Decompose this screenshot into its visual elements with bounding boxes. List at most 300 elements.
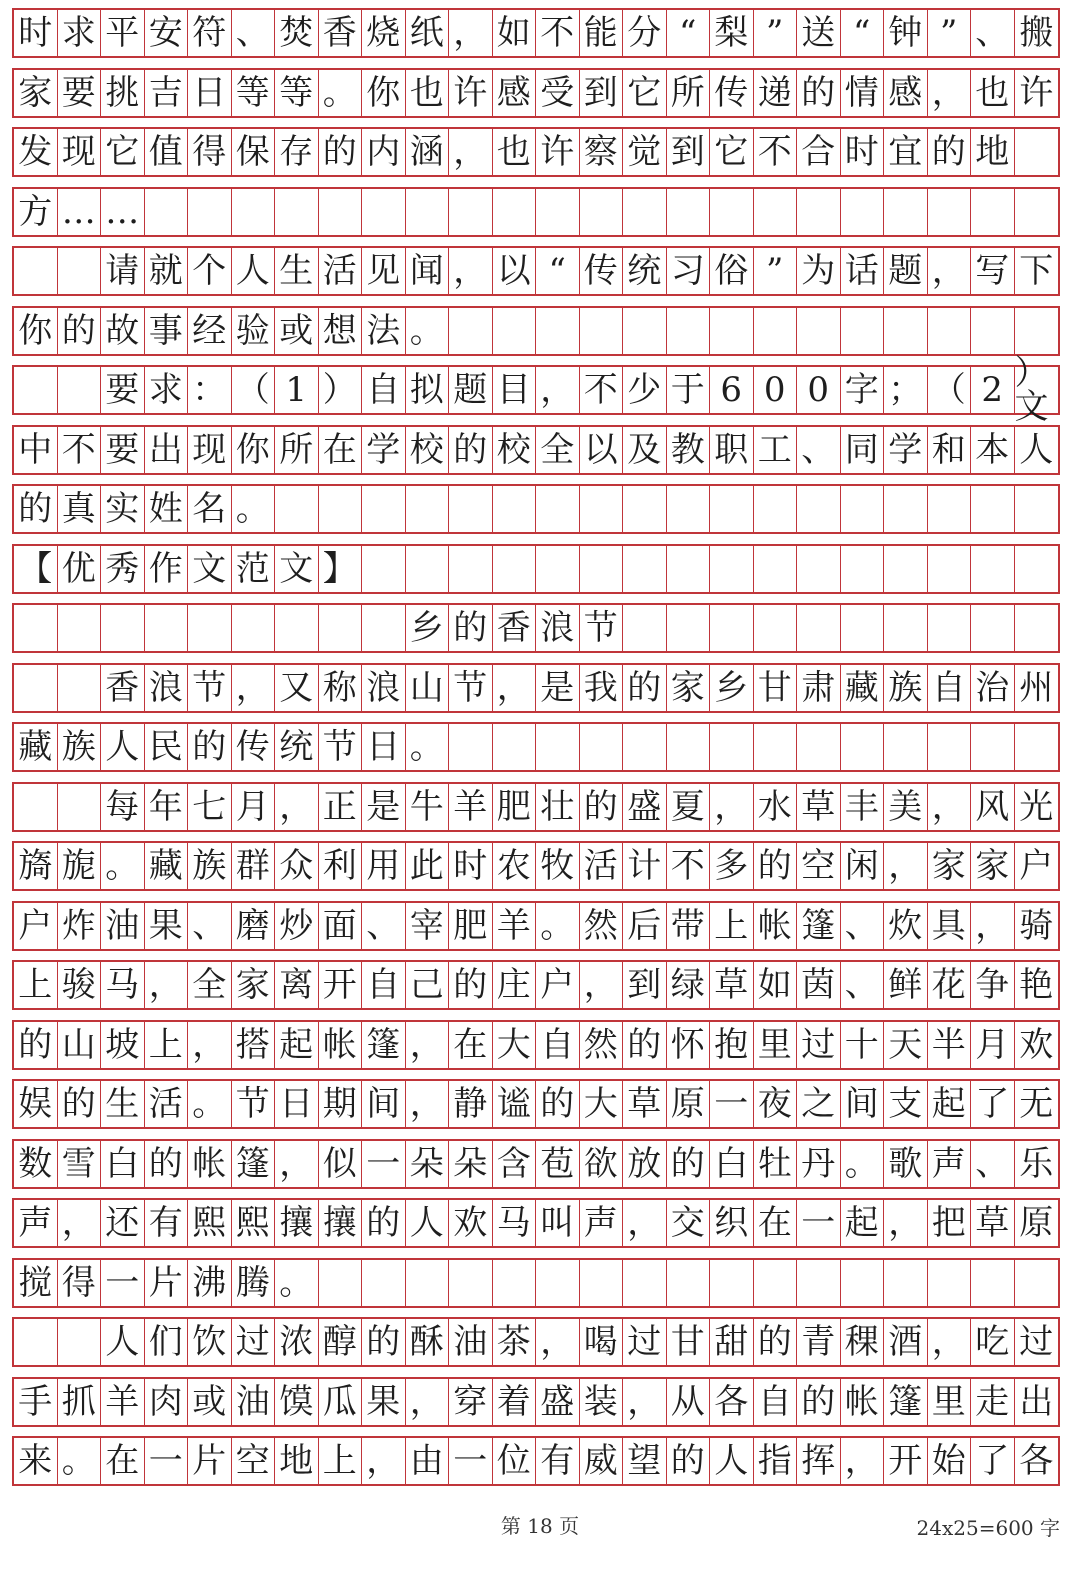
grid-cell: 于 (667, 367, 711, 413)
grid-cell (710, 308, 754, 354)
grid-cell: 一 (362, 1141, 406, 1187)
grid-cell: 上 (710, 903, 754, 949)
grid-cell: ， (623, 1379, 667, 1425)
grid-row (12, 782, 1060, 832)
grid-cell: 沸 (188, 1260, 232, 1306)
grid-cell: 数 (14, 1141, 58, 1187)
grid-cell (493, 546, 537, 592)
grid-cell (493, 189, 537, 235)
grid-cell: 闻 (406, 248, 450, 294)
grid-cell (580, 724, 624, 770)
grid-cell (580, 1260, 624, 1306)
grid-cell: 甜 (710, 1319, 754, 1365)
grid-cell: 肥 (493, 784, 537, 830)
grid-cell: 的 (145, 1141, 189, 1187)
grid-cell: 节 (319, 724, 363, 770)
grid-cell: 到 (623, 962, 667, 1008)
grid-cell: 油 (232, 1379, 276, 1425)
grid-cell (536, 486, 580, 532)
grid-cell: 要 (58, 70, 102, 116)
grid-cell (449, 486, 493, 532)
grid-cell: 0 (797, 367, 841, 413)
grid-cell: 梨 (710, 10, 754, 56)
grid-cell: 和 (928, 427, 972, 473)
grid-cell: 果 (362, 1379, 406, 1425)
grid-cell: ， (884, 843, 928, 889)
grid-cell: 片 (188, 1438, 232, 1484)
grid-cell: 。 (319, 70, 363, 116)
grid-cell: 的 (319, 129, 363, 175)
grid-cell: 日 (275, 1081, 319, 1127)
grid-cell: 治 (971, 665, 1015, 711)
grid-cell: 你 (362, 70, 406, 116)
grid-cell: 浪 (362, 665, 406, 711)
grid-cell: 2 (971, 367, 1015, 413)
grid-cell (58, 1319, 102, 1365)
grid-cell: 声 (928, 1141, 972, 1187)
grid-cell (884, 546, 928, 592)
grid-cell: ， (971, 903, 1015, 949)
grid-cell: 如 (493, 10, 537, 56)
grid-cell: 壮 (536, 784, 580, 830)
grid-cell: 。 (841, 1141, 885, 1187)
grid-cell (406, 1260, 450, 1306)
grid-cell: 的 (580, 784, 624, 830)
grid-cell: 秀 (101, 546, 145, 592)
grid-cell (362, 189, 406, 235)
grid-cell: 全 (536, 427, 580, 473)
grid-cell: 有 (145, 1200, 189, 1246)
grid-cell: 期 (319, 1081, 363, 1127)
grid-cell: “ (667, 10, 711, 56)
grid-cell: 叫 (536, 1200, 580, 1246)
grid-cell (14, 367, 58, 413)
grid-cell: 盛 (536, 1379, 580, 1425)
grid-cell: 着 (493, 1379, 537, 1425)
grid-cell: ， (536, 367, 580, 413)
grid-cell: 马 (493, 1200, 537, 1246)
grid-cell (406, 486, 450, 532)
grid-cell: 馍 (275, 1379, 319, 1425)
grid-cell: 故 (101, 308, 145, 354)
grid-cell: 甘 (754, 665, 798, 711)
grid-cell: 织 (710, 1200, 754, 1246)
grid-cell (362, 546, 406, 592)
grid-cell (145, 605, 189, 651)
grid-cell: ， (449, 248, 493, 294)
grid-cell (1015, 189, 1059, 235)
grid-cell: 经 (188, 308, 232, 354)
grid-cell: 以 (493, 248, 537, 294)
grid-cell: 的 (797, 70, 841, 116)
grid-cell: 大 (580, 1081, 624, 1127)
grid-cell: 族 (884, 665, 928, 711)
grid-cell (449, 724, 493, 770)
grid-cell (667, 189, 711, 235)
grid-cell: 值 (145, 129, 189, 175)
grid-row (12, 544, 1060, 594)
grid-cell: 声 (14, 1200, 58, 1246)
grid-cell (710, 486, 754, 532)
grid-cell: ； (884, 367, 928, 413)
grid-cell: 在 (449, 1022, 493, 1068)
grid-cell (493, 724, 537, 770)
grid-cell: 、 (188, 903, 232, 949)
grid-cell (493, 308, 537, 354)
grid-cell: 。 (406, 724, 450, 770)
grid-cell (319, 486, 363, 532)
grid-cell: 事 (145, 308, 189, 354)
grid-cell: 吉 (145, 70, 189, 116)
grid-cell: 肉 (145, 1379, 189, 1425)
grid-cell: 声 (580, 1200, 624, 1246)
grid-cell: 抱 (710, 1022, 754, 1068)
grid-cell: ， (536, 1319, 580, 1365)
grid-cell: 以 (580, 427, 624, 473)
grid-cell: 不 (667, 843, 711, 889)
grid-cell: 攘 (319, 1200, 363, 1246)
grid-cell: 所 (275, 427, 319, 473)
grid-cell (536, 189, 580, 235)
grid-cell: 它 (710, 129, 754, 175)
grid-cell (710, 189, 754, 235)
grid-cell: 无 (1019, 1084, 1054, 1124)
grid-cell (580, 546, 624, 592)
grid-cell (319, 189, 363, 235)
grid-cell: 纸 (406, 10, 450, 56)
grid-cell (667, 546, 711, 592)
grid-cell: 空 (232, 1438, 276, 1484)
grid-cell: 统 (623, 248, 667, 294)
grid-cell: 了 (971, 1081, 1015, 1127)
grid-cell: 帐 (754, 903, 798, 949)
grid-cell: 传 (580, 248, 624, 294)
grid-row (12, 246, 1060, 296)
grid-cell: 。 (101, 843, 145, 889)
grid-cell: 了 (971, 1438, 1015, 1484)
grid-cell: 藏 (841, 665, 885, 711)
grid-cell: 喝 (580, 1319, 624, 1365)
grid-cell (667, 1260, 711, 1306)
grid-cell: 离 (275, 962, 319, 1008)
grid-cell: 学 (362, 427, 406, 473)
grid-cell: 写 (971, 248, 1015, 294)
grid-cell: 称 (319, 665, 363, 711)
grid-cell: 个 (188, 248, 232, 294)
grid-cell: 里 (928, 1379, 972, 1425)
grid-cell: 人 (101, 724, 145, 770)
grid-cell (623, 546, 667, 592)
grid-cell: 香 (493, 605, 537, 651)
grid-cell: 交 (667, 1200, 711, 1246)
grid-cell: 的 (667, 1141, 711, 1187)
grid-cell: 节 (449, 665, 493, 711)
grid-cell: 出 (145, 427, 189, 473)
grid-cell: 里 (754, 1022, 798, 1068)
grid-cell (754, 724, 798, 770)
grid-cell (667, 724, 711, 770)
grid-cell (667, 605, 711, 651)
grid-cell (1015, 486, 1059, 532)
grid-cell: … (101, 189, 145, 235)
grid-cell: “ (536, 248, 580, 294)
grid-cell: 月 (971, 1022, 1015, 1068)
grid-cell: 宰 (406, 903, 450, 949)
grid-cell: 们 (145, 1319, 189, 1365)
grid-cell: ， (884, 1200, 928, 1246)
grid-cell: ， (406, 1022, 450, 1068)
grid-row (12, 901, 1060, 951)
grid-size-label: 24x25=600 字 (916, 1516, 1060, 1540)
grid-cell (58, 367, 102, 413)
grid-cell (536, 1260, 580, 1306)
grid-cell: 花 (928, 962, 972, 1008)
grid-cell: 节 (580, 605, 624, 651)
grid-cell: 焚 (275, 10, 319, 56)
grid-cell: 的 (928, 129, 972, 175)
grid-cell: 旖 (14, 843, 58, 889)
grid-cell: 间 (841, 1081, 885, 1127)
grid-cell: 原 (667, 1081, 711, 1127)
grid-cell: ， (928, 1319, 972, 1365)
grid-cell: 过 (1019, 1322, 1054, 1362)
grid-cell: ， (406, 1081, 450, 1127)
grid-cell (884, 605, 928, 651)
grid-cell: 生 (101, 1081, 145, 1127)
grid-cell: 合 (797, 129, 841, 175)
grid-cell: 我 (580, 665, 624, 711)
grid-cell (797, 189, 841, 235)
grid-cell: 来 (14, 1438, 58, 1484)
grid-cell: 上 (319, 1438, 363, 1484)
grid-cell: ， (493, 665, 537, 711)
grid-cell: 字 (841, 367, 885, 413)
grid-cell (667, 486, 711, 532)
grid-cell: 【 (14, 546, 58, 592)
grid-cell: 教 (667, 427, 711, 473)
grid-cell: 过 (232, 1319, 276, 1365)
grid-cell (275, 486, 319, 532)
grid-cell (754, 546, 798, 592)
grid-cell: 能 (580, 10, 624, 56)
grid-cell: 此 (406, 843, 450, 889)
grid-cell: 含 (493, 1141, 537, 1187)
grid-cell: 的 (188, 724, 232, 770)
grid-cell: 炊 (884, 903, 928, 949)
grid-cell: 天 (884, 1022, 928, 1068)
grid-cell: 受 (536, 70, 580, 116)
grid-cell: 或 (188, 1379, 232, 1425)
grid-cell: 醇 (319, 1319, 363, 1365)
grid-cell: 谧 (493, 1081, 537, 1127)
grid-cell: 许 (536, 129, 580, 175)
grid-cell: 地 (275, 1438, 319, 1484)
grid-cell: 内 (362, 129, 406, 175)
grid-cell: 统 (275, 724, 319, 770)
grid-cell: 、 (841, 903, 885, 949)
grid-cell: 欲 (580, 1141, 624, 1187)
grid-cell: 过 (623, 1319, 667, 1365)
grid-cell: 具 (928, 903, 972, 949)
grid-cell (797, 605, 841, 651)
grid-cell: 自 (754, 1379, 798, 1425)
grid-cell: ， (449, 10, 493, 56)
grid-cell: 人 (710, 1438, 754, 1484)
grid-cell (841, 724, 885, 770)
grid-cell: 】 (319, 546, 363, 592)
grid-cell: 传 (232, 724, 276, 770)
grid-cell: 。 (58, 1438, 102, 1484)
grid-cell: 人 (232, 248, 276, 294)
grid-cell: 民 (145, 724, 189, 770)
grid-cell: 酥 (406, 1319, 450, 1365)
grid-cell: 夏 (667, 784, 711, 830)
grid-cell: 的 (449, 605, 493, 651)
grid-cell: 活 (319, 248, 363, 294)
grid-cell: 娱 (14, 1081, 58, 1127)
grid-cell: 习 (667, 248, 711, 294)
grid-cell: 感 (884, 70, 928, 116)
grid-cell: 在 (754, 1200, 798, 1246)
grid-cell: 帐 (188, 1141, 232, 1187)
grid-cell: 甘 (667, 1319, 711, 1365)
grid-cell: 油 (101, 903, 145, 949)
grid-row (12, 1317, 1060, 1367)
grid-cell: 群 (232, 843, 276, 889)
grid-cell: 家 (667, 665, 711, 711)
grid-cell (449, 1260, 493, 1306)
grid-cell: ， (449, 129, 493, 175)
grid-cell: 片 (145, 1260, 189, 1306)
grid-row (12, 306, 1060, 356)
grid-cell (58, 248, 102, 294)
grid-cell: 活 (145, 1081, 189, 1127)
grid-cell: 姓 (145, 486, 189, 532)
grid-cell: 油 (449, 1319, 493, 1365)
grid-cell: 一 (449, 1438, 493, 1484)
grid-cell: ， (188, 1022, 232, 1068)
grid-cell (1015, 724, 1059, 770)
grid-cell: 情 (841, 70, 885, 116)
grid-cell (797, 1260, 841, 1306)
grid-cell (580, 486, 624, 532)
grid-cell: 为 (797, 248, 841, 294)
grid-cell: 本 (971, 427, 1015, 473)
grid-cell: ， (145, 962, 189, 1008)
grid-cell: 下 (1019, 251, 1054, 291)
grid-cell: 欢 (1019, 1024, 1054, 1065)
grid-cell: 攘 (275, 1200, 319, 1246)
grid-cell (971, 189, 1015, 235)
grid-cell: 你 (14, 308, 58, 354)
grid-cell (623, 1260, 667, 1306)
grid-cell: 就 (145, 248, 189, 294)
grid-cell (884, 189, 928, 235)
page-number: 第 18 页 (500, 1514, 580, 1538)
grid-cell (14, 665, 58, 711)
grid-cell: 。 (406, 308, 450, 354)
grid-cell: 牧 (536, 843, 580, 889)
grid-cell: 到 (667, 129, 711, 175)
grid-cell: 挥 (797, 1438, 841, 1484)
grid-cell: 水 (754, 784, 798, 830)
grid-cell: 自 (928, 665, 972, 711)
grid-cell: 庄 (493, 962, 537, 1008)
grid-cell: 篷 (797, 903, 841, 949)
grid-cell: 稞 (841, 1319, 885, 1365)
grid-cell: 饮 (188, 1319, 232, 1365)
grid-cell: 山 (406, 665, 450, 711)
grid-cell (449, 546, 493, 592)
grid-cell: 家 (928, 843, 972, 889)
grid-cell: 、 (232, 10, 276, 56)
grid-cell: 校 (406, 427, 450, 473)
grid-cell: 骏 (58, 962, 102, 1008)
grid-cell: 走 (971, 1379, 1015, 1425)
grid-cell: 草 (971, 1200, 1015, 1246)
grid-cell (841, 546, 885, 592)
grid-cell: 你 (232, 427, 276, 473)
grid-cell: ， (928, 70, 972, 116)
grid-cell: ， (580, 962, 624, 1008)
grid-cell: 现 (58, 129, 102, 175)
grid-cell: 抓 (58, 1379, 102, 1425)
grid-cell: 果 (145, 903, 189, 949)
grid-cell: 全 (188, 962, 232, 1008)
grid-cell (188, 605, 232, 651)
grid-cell: ， (928, 784, 972, 830)
grid-cell: 、 (971, 1141, 1015, 1187)
grid-cell (841, 486, 885, 532)
grid-cell: 宜 (884, 129, 928, 175)
grid-cell: 争 (971, 962, 1015, 1008)
grid-cell: “ (841, 10, 885, 56)
grid-cell: 要 (101, 367, 145, 413)
grid-cell (232, 605, 276, 651)
grid-cell: 工 (754, 427, 798, 473)
grid-cell: ， (841, 1438, 885, 1484)
grid-cell: 之 (797, 1081, 841, 1127)
grid-cell (14, 248, 58, 294)
grid-cell: 。 (275, 1260, 319, 1306)
grid-cell: 也 (971, 70, 1015, 116)
grid-cell (928, 1260, 972, 1306)
grid-cell: 农 (493, 843, 537, 889)
grid-cell: 熙 (188, 1200, 232, 1246)
grid-cell: 位 (493, 1438, 537, 1484)
grid-cell: 马 (101, 962, 145, 1008)
grid-cell: 光 (1019, 786, 1054, 827)
grid-cell (754, 605, 798, 651)
grid-cell: 搭 (232, 1022, 276, 1068)
grid-cell: 牛 (406, 784, 450, 830)
grid-cell (1015, 605, 1059, 651)
grid-cell: 的 (14, 1022, 58, 1068)
grid-cell: 夜 (754, 1081, 798, 1127)
grid-cell (1015, 129, 1059, 175)
grid-cell: 藏 (145, 843, 189, 889)
grid-row (12, 1139, 1060, 1189)
grid-row (12, 841, 1060, 891)
grid-cell: ） (319, 367, 363, 413)
grid-row (12, 663, 1060, 713)
grid-cell: 不 (58, 427, 102, 473)
grid-cell: 职 (710, 427, 754, 473)
grid-cell: 题 (884, 248, 928, 294)
grid-cell: （ (232, 367, 276, 413)
grid-cell: ， (623, 1200, 667, 1246)
grid-cell (928, 189, 972, 235)
